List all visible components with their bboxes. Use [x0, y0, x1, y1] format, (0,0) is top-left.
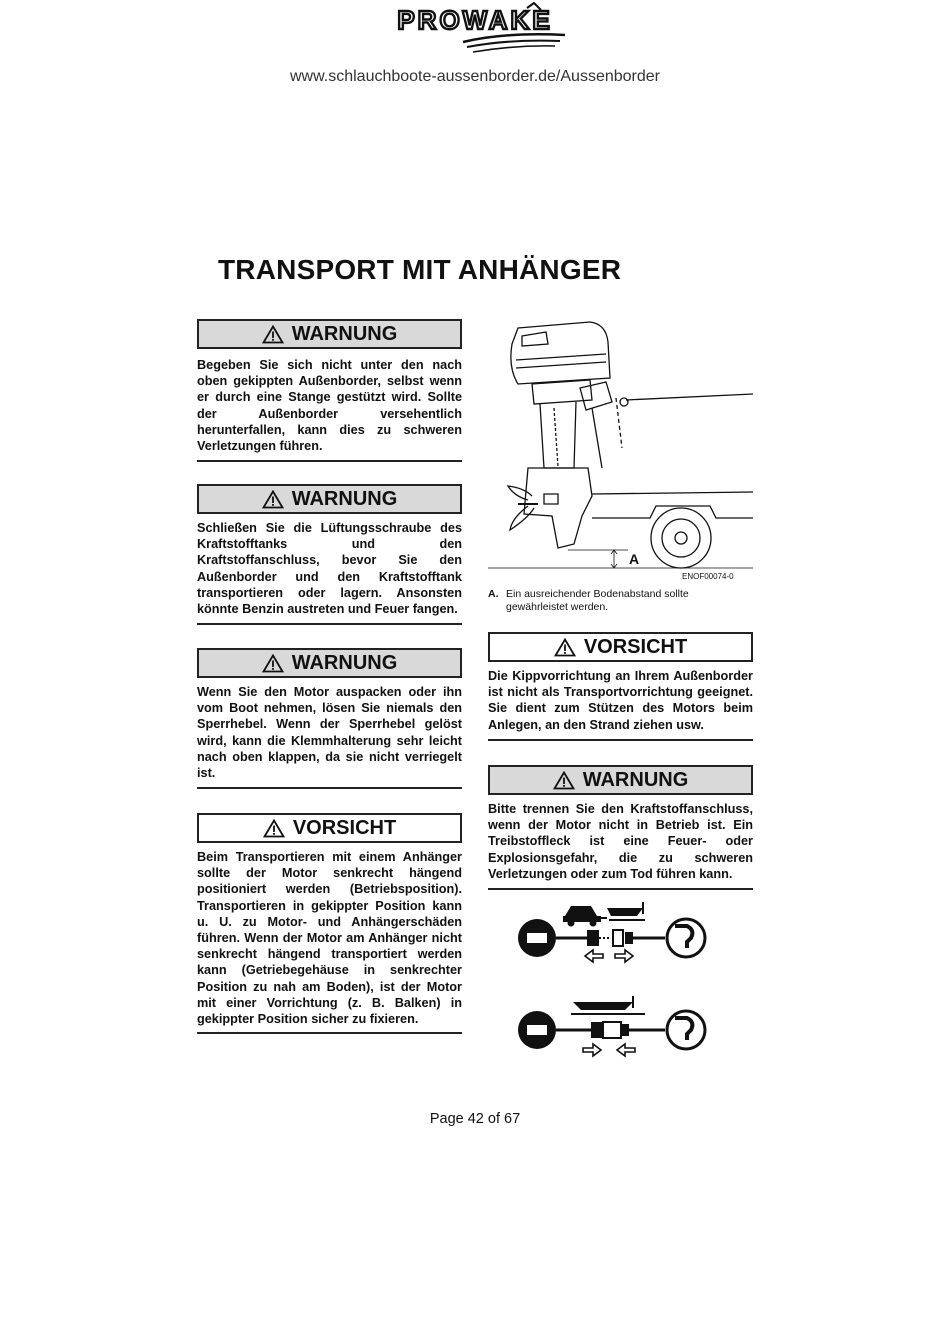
- notice-text: Beim Transportieren mit einem Anhänger sollte der Motor senkrecht hängend positioniert werden (Betriebsposition). Transportieren in gekippter Position kann u. U. zu Motor- und Anhängerschäden führen. Wenn der Motor am Anhänger nicht senkrecht hängend transportiert werden kann (Getriebegehäuse in senkrechter Position zu nah am Boden), ist der Motor mit einer Vorrichtung (z. B. Balken) in gekippter Position sicher zu fixieren.: [197, 850, 462, 1027]
- caption-text: Ein ausreichender Bodenabstand sollte gewährleistet werden.: [506, 588, 689, 613]
- notice-label: VORSICHT: [583, 635, 688, 658]
- warning-triangle-icon: [263, 819, 285, 838]
- notice-text: Schließen Sie die Lüftungsschraube des Kraftstofftanks und den Kraftstoffanschluss, bevor Sie den Außenborder und den Kraftstofftank transportieren oder lagern. Ansonsten könnte Benzin austreten und Feuer fangen.: [197, 521, 462, 617]
- notice-label: WARNUNG: [582, 768, 689, 791]
- warning-triangle-icon: [262, 490, 284, 509]
- notice-warning-1: [197, 319, 462, 462]
- notice-header: [197, 319, 462, 349]
- notice-warning-3: [197, 648, 462, 789]
- notice-rule: [197, 623, 462, 625]
- figure-code: ENOF00074-0: [682, 572, 734, 581]
- notice-text: Wenn Sie den Motor auspacken oder ihn vom Boot nehmen, lösen Sie niemals den Sperrhebel. Wenn der Sperrhebel gelöst wird, kann die Klemmhalterung sehr leicht nach oben klappen, da sie nicht verriegelt ist.: [197, 685, 462, 781]
- fuel-connect-operation-pictogram: [515, 994, 710, 1064]
- notice-warning-2: [197, 484, 462, 625]
- notice-rule: [197, 460, 462, 462]
- notice-header: [197, 648, 462, 678]
- prowake-logo: [355, 2, 595, 56]
- notice-text: Bitte trennen Sie den Kraftstoffanschluss, wenn der Motor nicht in Betrieb ist. Ein Treibstoffleck ist eine Feuer- oder Explosionsgefahr, die zu schweren Verletzungen oder zum Tod führen kann.: [488, 802, 753, 881]
- notice-header: [197, 813, 462, 843]
- notice-rule: [488, 739, 753, 741]
- outboard-trailer-illustration: [488, 318, 753, 580]
- fuel-disconnect-transport-pictogram: [515, 898, 710, 974]
- notice-warning-4: [488, 765, 753, 890]
- notice-caution-2: [488, 632, 753, 741]
- caption-letter: A.: [488, 588, 499, 600]
- svg-text:PROWAKE: PROWAKE: [397, 5, 553, 35]
- figure-marker: A: [629, 551, 640, 567]
- notice-rule: [488, 888, 753, 890]
- notice-label: WARNUNG: [291, 651, 398, 674]
- notice-header: [197, 484, 462, 514]
- warning-triangle-icon: [262, 654, 284, 673]
- page-title: TRANSPORT MIT ANHÄNGER: [218, 254, 622, 285]
- notice-label: VORSICHT: [292, 816, 397, 839]
- notice-label: WARNUNG: [291, 322, 398, 345]
- page-number: Page 42 of 67: [429, 1111, 521, 1127]
- notice-header: [488, 632, 753, 662]
- warning-triangle-icon: [554, 638, 576, 657]
- figure-caption: [488, 588, 753, 614]
- notice-label: WARNUNG: [291, 487, 398, 510]
- notice-rule: [197, 1032, 462, 1034]
- notice-text: Die Kippvorrichtung an Ihrem Außenborder ist nicht als Transportvorrichtung geeignet. Sie dient zum Stützen des Motors beim Anlegen, an den Strand ziehen usw.: [488, 669, 753, 732]
- notice-text: Begeben Sie sich nicht unter den nach oben gekippten Außenborder, selbst wenn er durch eine Stange gestützt wird. Sollte der Außenborder versehentlich herunterfallen, kann dies zu schweren Verletzungen führen.: [197, 358, 462, 454]
- warning-triangle-icon: [553, 771, 575, 790]
- notice-header: [488, 765, 753, 795]
- notice-rule: [197, 787, 462, 789]
- notice-caution-1: [197, 813, 462, 1034]
- header-url: www.schlauchboote-aussenborder.de/Aussenborder: [289, 68, 660, 85]
- warning-triangle-icon: [262, 325, 284, 344]
